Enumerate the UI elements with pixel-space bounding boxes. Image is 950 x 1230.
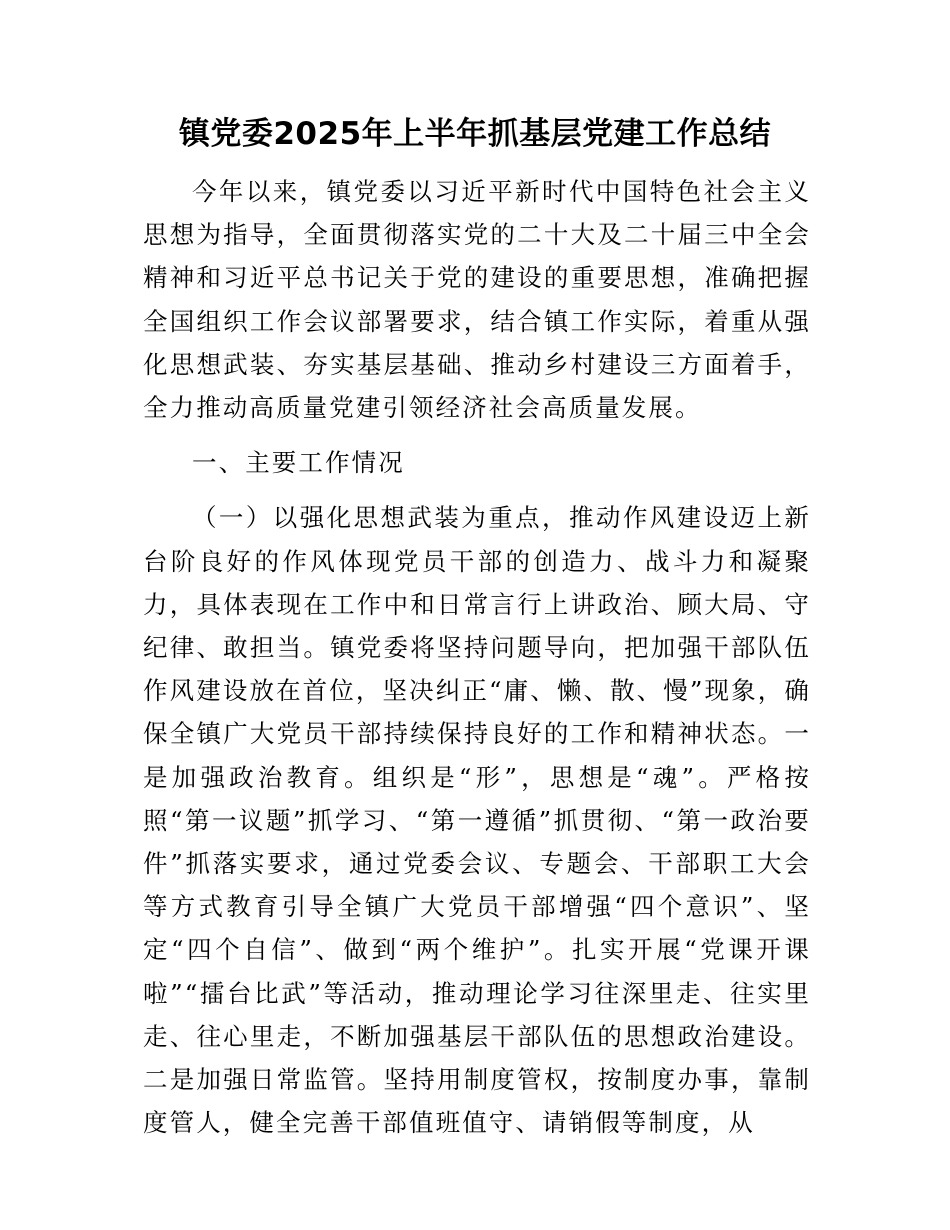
document-body [143, 170, 811, 1144]
section-heading: 一、主要工作情况 [192, 448, 405, 478]
document-title: 镇党委2025年上半年抓基层党建工作总结 [178, 116, 772, 152]
section-paragraph: （一）以强化思想武装为重点，推动作风建设迈上新台阶良好的作风体现党员干部的创造力、战斗力和凝聚力，具体表现在工作中和日常言行上讲政治、顾大局、守纪律、敢担当。镇党委将坚持问题导向，把加强干部队伍作风建设放在首位，坚决纠正“庸、懒、散、慢”现象，确保全镇广大党员干部持续保持良好的工作和精神状态。一是加强政治教育。组织是“形”，思想是“魂”。严格按照“第一议题”抓学习、“第一遵循”抓贯彻、“第一政治要件”抓落实要求，通过党委会议、专题会、干部职工大会等方式教育引导全镇广大党员干部增强“四个意识”、坚定“四个自信”、做到“两个维护”。扎实开展“党课开课啦”“擂台比武”等活动，推动理论学习往深里走、往实里走、往心里走，不断加强基层干部队伍的思想政治建设。二是加强日常监管。坚持用制度管权，按制度办事，靠制度管人，健全完善干部值班值守、请销假等制度，从 [143, 503, 811, 1138]
intro-paragraph: 今年以来，镇党委以习近平新时代中国特色社会主义思想为指导，全面贯彻落实党的二十大及二十届三中全会精神和习近平总书记关于党的建设的重要思想，准确把握全国组织工作会议部署要求，结合镇工作实际，着重从强化思想武装、夯实基层基础、推动乡村建设三方面着手，全力推动高质量党建引领经济社会高质量发展。 [143, 177, 811, 423]
